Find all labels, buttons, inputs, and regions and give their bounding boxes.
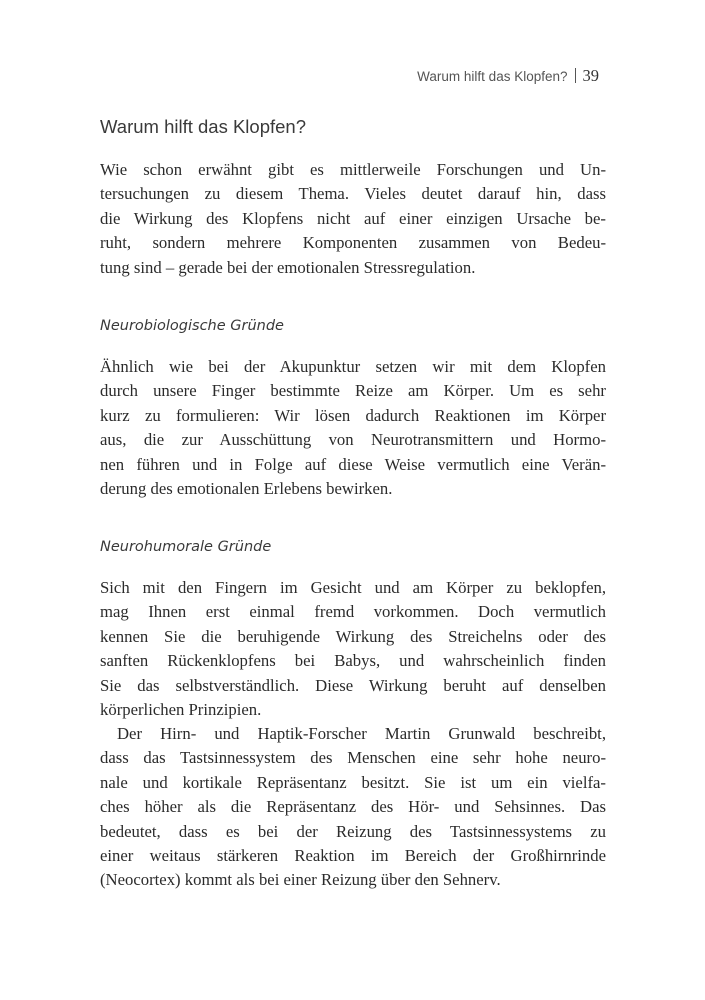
text-line: mag Ihnen erst einmal fremd vorkommen. Doch vermutlich [100,602,606,622]
text-line: kennen Sie die beruhigende Wirkung des Streichelns oder des [100,626,606,646]
text-line: derung des emotionalen Erlebens bewirken. [100,478,393,498]
text-line: durch unsere Finger bestimmte Reize am Körper. Um es sehr [100,381,606,401]
neurohumoral-paragraph-1 [100,576,606,722]
running-head [417,66,599,86]
running-head-separator [575,68,576,83]
intro-paragraph [100,158,606,280]
text-line: nen führen und in Folge auf diese Weise vermutlich eine Verän- [100,454,606,474]
neurohumoral-paragraph-2 [100,722,606,893]
running-head-title: Warum hilft das Klopfen? [417,69,568,84]
text-line: Ähnlich wie bei der Akupunktur setzen wir mit dem Klopfen [100,357,606,376]
text-line: ruht, sondern mehrere Komponenten zusammen von Bedeu- [100,233,606,253]
text-line: die Wirkung des Klopfens nicht auf einer einzigen Ursache be- [100,208,606,228]
text-line: einer weitaus stärkeren Reaktion im Bereich der Großhirnrinde [100,845,606,865]
text-line: (Neocortex) kommt als bei einer Reizung über den Sehnerv. [100,870,501,890]
text-line: Sie das selbstverständlich. Diese Wirkung beruht auf denselben [100,675,606,695]
text-line: sanften Rückenklopfens bei Babys, und wahrscheinlich finden [100,651,606,671]
text-line: Wie schon erwähnt gibt es mittlerweile Forschungen und Un- [100,160,606,179]
page-number: 39 [582,66,599,85]
text-line: tung sind – gerade bei der emotionalen Stressregulation. [100,257,476,277]
text-line: aus, die zur Ausschüttung von Neurotransmittern und Hormo- [100,430,606,450]
text-line: Der Hirn- und Haptik-Forscher Martin Grunwald beschreibt, [117,724,606,743]
text-line: Sich mit den Fingern im Gesicht und am Körper zu beklopfen, [100,578,606,597]
text-line: dass das Tastsinnessystem des Menschen eine sehr hohe neuro- [100,748,606,768]
text-line: kurz zu formulieren: Wir lösen dadurch Reaktionen im Körper [100,405,606,425]
text-line: ches höher als die Repräsentanz des Hör- und Sehsinnes. Das [100,797,606,817]
subsection-title-neurohumoral: Neurohumorale Gründe [100,539,272,555]
section-title: Warum hilft das Klopfen? [100,116,306,137]
neurobiology-paragraph [100,355,606,501]
text-line: körperlichen Prinzipien. [100,699,262,719]
text-line: tersuchungen zu diesem Thema. Vieles deutet darauf hin, dass [100,184,606,204]
text-line: bedeutet, dass es bei der Reizung des Tastsinnessystems zu [100,821,606,841]
text-line: nale und kortikale Repräsentanz besitzt. Sie ist um ein vielfa- [100,772,606,792]
subsection-title-neurobiologisch: Neurobiologische Gründe [100,318,284,334]
